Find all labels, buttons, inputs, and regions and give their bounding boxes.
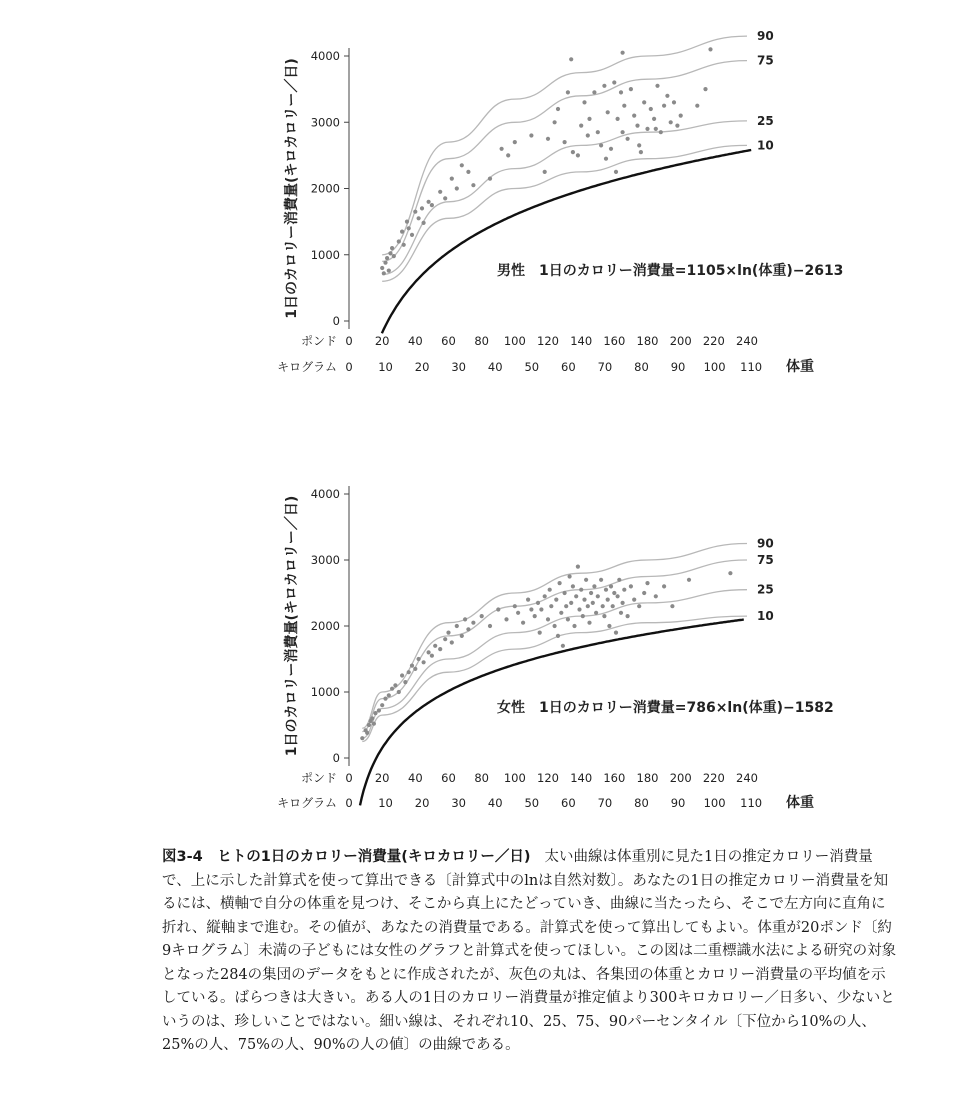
kg-tick-label: 50 (524, 796, 540, 810)
data-point (471, 621, 475, 625)
pound-tick-label: 180 (636, 334, 659, 348)
y-axis-label: 1日のカロリー消費量(キロカロリー／日) (284, 58, 300, 319)
data-point (413, 210, 417, 214)
data-point (675, 124, 679, 128)
kg-tick-label: 90 (670, 360, 686, 374)
y-tick-label: 0 (332, 751, 340, 765)
data-point (380, 703, 384, 707)
data-point (506, 153, 510, 157)
pound-tick-label: 100 (503, 334, 526, 348)
data-point (632, 114, 636, 118)
data-point (382, 271, 386, 275)
data-point (387, 693, 391, 697)
data-point (614, 631, 618, 635)
data-point (392, 254, 396, 258)
data-point (407, 226, 411, 230)
data-point (546, 617, 550, 621)
data-point (665, 94, 669, 98)
kg-tick-label: 20 (414, 360, 430, 374)
percentile-10-label: 10 (757, 609, 774, 624)
percentile-75-label: 75 (757, 553, 774, 567)
data-point (606, 110, 610, 114)
data-point (500, 147, 504, 151)
data-point (390, 246, 394, 250)
data-point (390, 687, 394, 691)
data-point (687, 578, 691, 582)
y-tick-label: 2000 (310, 619, 340, 633)
data-point (438, 190, 442, 194)
kg-tick-label: 60 (561, 796, 576, 810)
data-point (611, 604, 615, 608)
data-point (569, 601, 573, 605)
data-point (427, 650, 431, 654)
data-point (635, 124, 639, 128)
data-point (576, 153, 580, 157)
data-point (616, 117, 620, 121)
y-tick-label: 1000 (310, 685, 340, 699)
percentile-90-label: 90 (757, 536, 774, 551)
data-point (566, 617, 570, 621)
kg-tick-label: 0 (345, 796, 353, 810)
data-point (413, 667, 417, 671)
data-point (592, 584, 596, 588)
pound-tick-label: 20 (374, 334, 390, 348)
data-point (422, 660, 426, 664)
data-point (568, 574, 572, 578)
data-point (659, 130, 663, 134)
data-point (443, 637, 447, 641)
data-point (629, 87, 633, 91)
data-point (460, 634, 464, 638)
data-point (480, 614, 484, 618)
data-point (488, 177, 492, 181)
pound-tick-label: 60 (441, 334, 456, 348)
data-point (662, 104, 666, 108)
kg-tick-label: 50 (524, 360, 540, 374)
data-point (383, 261, 387, 265)
data-point (591, 601, 595, 605)
y-tick-label: 3000 (310, 553, 340, 567)
pound-tick-label: 240 (736, 771, 758, 785)
y-axis-label: 1日のカロリー消費量(キロカロリー／日) (284, 495, 300, 757)
data-point (563, 591, 567, 595)
data-point (581, 614, 585, 618)
data-point (360, 736, 364, 740)
data-point (586, 133, 590, 137)
data-point (463, 617, 467, 621)
data-point (601, 604, 605, 608)
data-point (370, 716, 374, 720)
data-point (554, 598, 558, 602)
data-point (649, 107, 653, 111)
data-point (422, 221, 426, 225)
data-point (450, 640, 454, 644)
kg-tick-label: 0 (345, 360, 353, 374)
data-point (645, 581, 649, 585)
data-point (632, 598, 636, 602)
data-point (466, 627, 470, 631)
kg-tick-label: 60 (561, 360, 576, 374)
pound-tick-label: 180 (636, 771, 659, 785)
data-point (387, 269, 391, 273)
y-tick-label: 0 (332, 314, 340, 328)
data-point (577, 607, 581, 611)
data-point (619, 90, 623, 94)
data-point (616, 594, 620, 598)
kg-tick-label: 70 (597, 360, 613, 374)
data-point (669, 120, 673, 124)
data-point (496, 607, 500, 611)
data-point (596, 594, 600, 598)
data-point (402, 243, 406, 247)
data-point (526, 598, 530, 602)
pound-tick-label: 120 (537, 771, 559, 785)
data-point (561, 644, 565, 648)
data-point (586, 604, 590, 608)
data-point (488, 624, 492, 628)
data-point (579, 588, 583, 592)
data-point (553, 624, 557, 628)
data-point (576, 565, 580, 569)
data-point (708, 47, 712, 51)
kg-tick-label: 100 (703, 796, 726, 810)
pound-tick-label: 40 (408, 334, 423, 348)
y-tick-label: 3000 (310, 115, 340, 130)
pound-tick-label: 60 (441, 771, 456, 785)
data-point (574, 594, 578, 598)
data-point (558, 581, 562, 585)
data-point (654, 127, 658, 131)
data-point (642, 100, 646, 104)
weight-axis-label: 体重 (786, 795, 814, 811)
data-point (587, 621, 591, 625)
data-point (639, 150, 643, 154)
data-point (443, 196, 447, 200)
data-point (548, 588, 552, 592)
data-point (417, 657, 421, 661)
data-point (637, 604, 641, 608)
pound-tick-label: 200 (669, 771, 692, 785)
pound-tick-label: 100 (503, 771, 526, 785)
data-point (599, 578, 603, 582)
data-point (383, 697, 387, 701)
data-point (400, 230, 404, 234)
pound-tick-label: 0 (345, 334, 353, 348)
data-point (619, 611, 623, 615)
data-point (372, 722, 376, 726)
data-point (553, 120, 557, 124)
data-point (602, 614, 606, 618)
data-point (367, 723, 371, 727)
data-point (471, 183, 475, 187)
percentile-10-curve (362, 616, 747, 741)
estimate-curve (382, 150, 751, 333)
data-point (582, 100, 586, 104)
data-point (609, 584, 613, 588)
data-point (654, 594, 658, 598)
kg-tick-label: 90 (670, 796, 686, 810)
kg-tick-label: 30 (451, 360, 467, 374)
data-point (572, 624, 576, 628)
data-point (662, 584, 666, 588)
female-chart (0, 440, 980, 840)
data-point (538, 631, 542, 635)
pound-tick-label: 160 (603, 771, 626, 785)
data-point (365, 731, 369, 735)
y-tick-label: 4000 (310, 487, 340, 501)
percentile-75-label: 75 (757, 53, 774, 68)
data-point (571, 584, 575, 588)
weight-axis-label: 体重 (786, 359, 814, 375)
data-point (455, 624, 459, 628)
percentile-90-label: 90 (757, 29, 774, 44)
data-point (703, 87, 707, 91)
data-point (621, 51, 625, 55)
data-point (566, 90, 570, 94)
data-point (455, 186, 459, 190)
data-point (529, 133, 533, 137)
data-point (612, 80, 616, 84)
data-point (460, 163, 464, 167)
data-point (385, 256, 389, 260)
pound-tick-label: 220 (702, 334, 725, 348)
data-point (596, 130, 600, 134)
data-point (622, 104, 626, 108)
caption-title: 図3-4 ヒトの1日のカロリー消費量(キロカロリー／日) (162, 849, 531, 865)
data-point (679, 114, 683, 118)
data-point (533, 614, 537, 618)
kg-tick-label: 110 (740, 360, 763, 374)
data-point (604, 157, 608, 161)
pound-tick-label: 0 (345, 771, 353, 785)
data-point (380, 266, 384, 270)
data-point (672, 100, 676, 104)
pound-tick-label: 160 (603, 334, 626, 348)
data-point (626, 614, 630, 618)
data-point (400, 673, 404, 677)
data-point (504, 617, 508, 621)
data-point (637, 143, 641, 147)
data-point (529, 607, 533, 611)
formula-label: 男性 1日のカロリー消費量=1105×ln(体重)−2613 (497, 263, 844, 279)
formula-label: 女性 1日のカロリー消費量=786×ln(体重)−1582 (497, 700, 834, 716)
data-point (670, 604, 674, 608)
kg-tick-label: 20 (414, 796, 430, 810)
data-point (621, 130, 625, 134)
data-point (614, 170, 618, 174)
kg-tick-label: 70 (597, 796, 613, 810)
data-point (450, 177, 454, 181)
kg-tick-label: 40 (487, 360, 503, 374)
data-point (604, 588, 608, 592)
data-point (438, 647, 442, 651)
data-point (430, 203, 434, 207)
pound-tick-label: 140 (570, 771, 593, 785)
data-point (397, 239, 401, 243)
data-point (579, 124, 583, 128)
data-point (621, 601, 625, 605)
data-point (513, 140, 517, 144)
data-point (393, 683, 397, 687)
pound-tick-label: 20 (374, 771, 390, 785)
data-point (728, 571, 732, 575)
data-point (466, 170, 470, 174)
caption-body: 太い曲線は体重別に見た1日の推定カロリー消費量で、上に示した計算式を使って算出できる〔計算式中のlnは自然対数〕。あなたの1日の推定カロリー消費量を知るには、横軸で自分の体重を見つけ、そこから真上にたどっていき、曲線に当たったら、そこで左方向に直角に折れ、縦軸まで進む。その値が、あなたの消費量である。計算式を使って算出してもよい。体重が20ポンド〔約9キログラム〕未満の子どもには女性のグラフと計算式を使ってほしい。この図は二重標識水法による研究の対象となった284の集団のデータをもとに作成されたが、灰色の丸は、各集団の体重とカロリー消費量の平均値を示している。ばらつきは大きい。ある人の1日のカロリー消費量が推定値より300キロカロリー／日多い、少ないというのは、珍しいことではない。細い線は、それぞれ10、25、75、90パーセンタイル〔下位から10%の人、25%の人、75%の人、90%の人の値〕の曲線である。 (162, 849, 897, 1053)
data-point (617, 578, 621, 582)
pound-tick-label: 80 (474, 771, 489, 785)
data-point (403, 680, 407, 684)
data-point (373, 711, 377, 715)
data-point (589, 591, 593, 595)
kg-tick-label: 10 (378, 796, 393, 810)
data-point (407, 670, 411, 674)
pound-tick-label: 140 (570, 334, 593, 348)
kg-tick-label: 30 (451, 796, 467, 810)
data-point (592, 90, 596, 94)
percentile-25-label: 25 (757, 113, 774, 128)
data-point (607, 624, 611, 628)
pound-axis-label: ポンド (300, 771, 337, 785)
kg-axis-label: キログラム (277, 360, 337, 374)
data-point (599, 143, 603, 147)
data-point (546, 137, 550, 141)
data-point (626, 137, 630, 141)
data-point (543, 594, 547, 598)
data-point (410, 664, 414, 668)
data-point (446, 631, 450, 635)
data-point (410, 233, 414, 237)
data-point (602, 84, 606, 88)
kg-tick-label: 40 (487, 796, 503, 810)
kg-tick-label: 110 (740, 796, 763, 810)
data-point (420, 206, 424, 210)
pound-tick-label: 120 (537, 334, 559, 348)
data-point (377, 708, 381, 712)
data-point (582, 598, 586, 602)
kg-tick-label: 80 (634, 796, 649, 810)
data-point (695, 104, 699, 108)
data-point (563, 140, 567, 144)
figure-caption (162, 846, 897, 1058)
y-tick-label: 2000 (310, 181, 340, 196)
data-point (513, 604, 517, 608)
data-point (645, 127, 649, 131)
data-point (556, 634, 560, 638)
pound-tick-label: 220 (702, 771, 725, 785)
data-point (388, 251, 392, 255)
data-point (405, 220, 409, 224)
data-point (397, 690, 401, 694)
percentile-10-label: 10 (757, 138, 774, 153)
data-point (642, 591, 646, 595)
data-point (549, 604, 553, 608)
data-point (564, 604, 568, 608)
data-point (587, 117, 591, 121)
data-point (629, 584, 633, 588)
data-point (606, 598, 610, 602)
data-point (430, 654, 434, 658)
data-point (417, 216, 421, 220)
data-point (571, 150, 575, 154)
data-point (622, 588, 626, 592)
kg-tick-label: 100 (703, 360, 726, 374)
data-point (584, 578, 588, 582)
data-point (559, 611, 563, 615)
data-point (516, 611, 520, 615)
data-point (556, 107, 560, 111)
data-point (655, 84, 659, 88)
data-point (433, 644, 437, 648)
pound-tick-label: 80 (474, 334, 489, 348)
y-tick-label: 4000 (310, 49, 340, 63)
kg-tick-label: 80 (634, 360, 649, 374)
male-chart (0, 0, 980, 440)
data-point (427, 200, 431, 204)
pound-axis-label: ポンド (300, 334, 337, 348)
data-point (536, 601, 540, 605)
kg-tick-label: 10 (378, 360, 393, 374)
data-point (569, 57, 573, 61)
data-point (539, 607, 543, 611)
data-point (543, 170, 547, 174)
pound-tick-label: 40 (408, 771, 423, 785)
data-point (521, 621, 525, 625)
data-point (594, 611, 598, 615)
pound-tick-label: 200 (669, 334, 692, 348)
percentile-25-label: 25 (757, 582, 774, 597)
data-point (609, 147, 613, 151)
data-point (612, 591, 616, 595)
kg-axis-label: キログラム (277, 796, 337, 810)
y-tick-label: 1000 (310, 247, 340, 262)
pound-tick-label: 240 (736, 334, 758, 348)
data-point (652, 117, 656, 121)
